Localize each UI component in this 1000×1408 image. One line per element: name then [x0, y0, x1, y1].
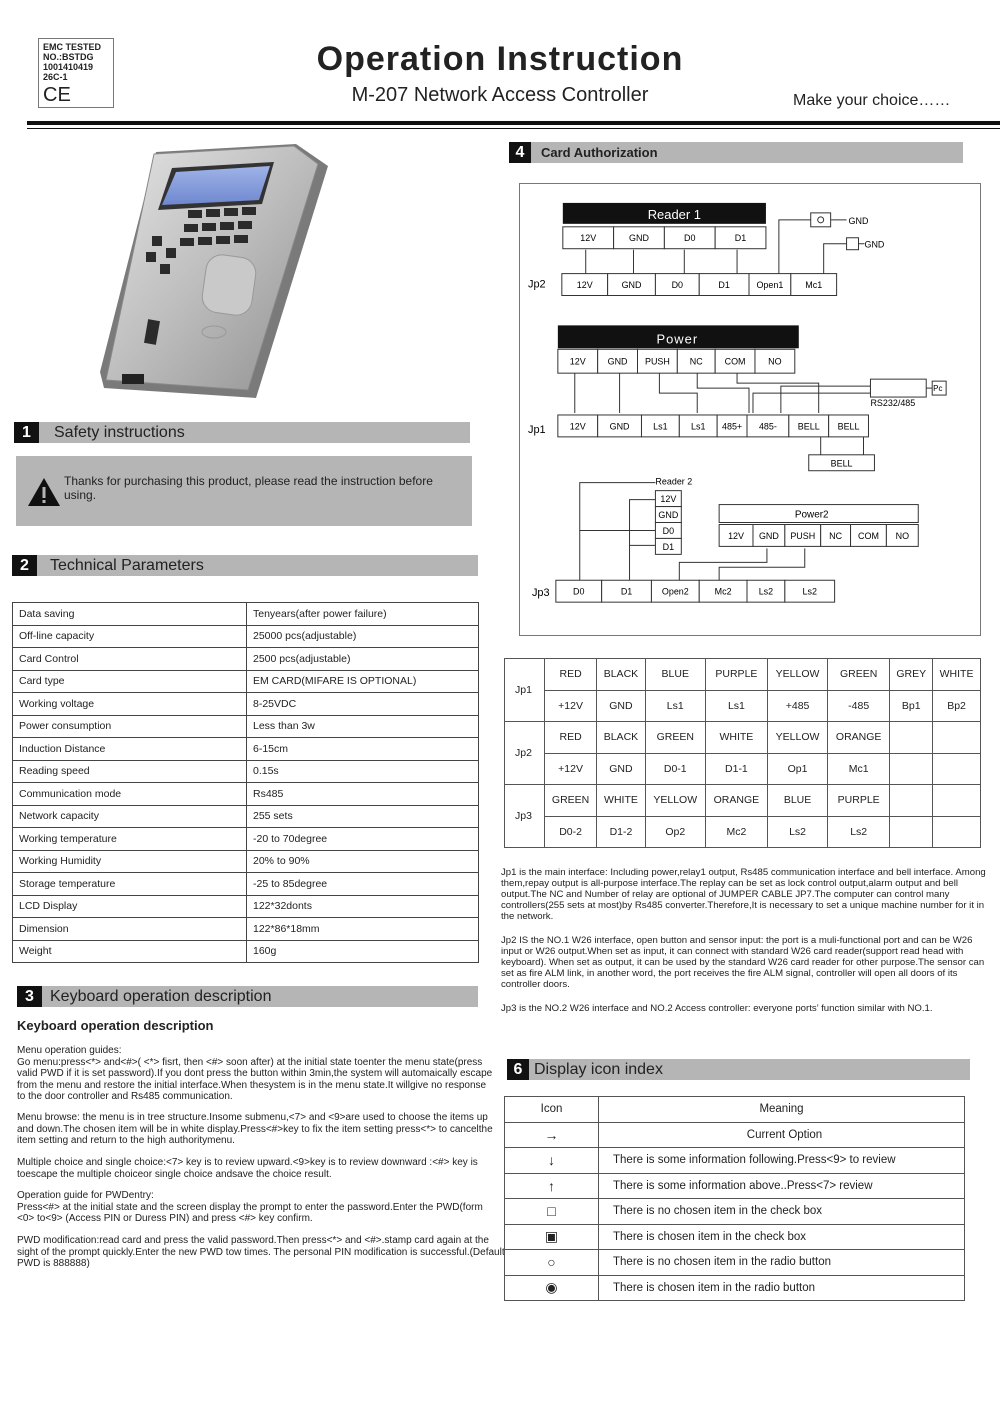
wire-pin: Bp1: [890, 690, 933, 722]
wire-pin: Ls1: [645, 690, 705, 722]
table-row: [505, 753, 981, 785]
param-name: Dimension: [13, 918, 247, 941]
param-value: -25 to 85degree: [247, 873, 479, 896]
wire-pin: GND: [597, 690, 646, 722]
header-icon: Icon: [505, 1097, 599, 1123]
wire-color: BLUE: [645, 659, 705, 691]
param-name: Off-line capacity: [13, 625, 247, 648]
section-header-keyboard: [17, 986, 478, 1007]
wire-color: YELLOW: [768, 659, 828, 691]
pin-label: NC: [829, 530, 843, 541]
pin-label: D1: [662, 541, 675, 552]
table-row: [13, 625, 479, 648]
param-value: 2500 pcs(adjustable): [247, 648, 479, 671]
power-title: Power: [656, 331, 699, 347]
connector-label: Jp2: [505, 722, 545, 785]
param-value: 122*86*18mm: [247, 918, 479, 941]
param-value: 122*32donts: [247, 895, 479, 918]
jp3-label: Jp3: [531, 587, 550, 600]
param-name: Reading speed: [13, 760, 247, 783]
warning-icon: [27, 477, 61, 507]
table-row: [13, 805, 479, 828]
param-name: Working temperature: [13, 828, 247, 851]
wire-pin: [933, 816, 981, 848]
icon-meaning: There is chosen item in the radio button: [599, 1275, 965, 1301]
pin-label: D1: [734, 233, 747, 244]
header-rule: [27, 121, 1000, 125]
wire-color: PURPLE: [705, 659, 767, 691]
wire-color: YELLOW: [768, 722, 828, 754]
pin-label: 12V: [569, 421, 586, 432]
table-header-row: [505, 1097, 965, 1123]
wire-pin: Ls2: [768, 816, 828, 848]
page-title: Operation Instruction: [316, 40, 684, 78]
wire-pin: Ls2: [828, 816, 890, 848]
emc-line: NO.:BSTDG: [43, 52, 94, 62]
param-name: Card type: [13, 670, 247, 693]
checkbox-empty-icon: □: [505, 1199, 599, 1225]
wire-color: BLACK: [597, 659, 646, 691]
table-row: [13, 895, 479, 918]
arrow-up-icon: ↑: [505, 1173, 599, 1199]
wire-pin: [890, 753, 933, 785]
param-name: Working Humidity: [13, 850, 247, 873]
table-row: [13, 850, 479, 873]
wire-pin: Op1: [768, 753, 828, 785]
emc-line: 26C-1: [43, 72, 68, 82]
param-value: 25000 pcs(adjustable): [247, 625, 479, 648]
param-name: Communication mode: [13, 783, 247, 806]
table-row: [505, 1224, 965, 1250]
wire-color: WHITE: [597, 785, 646, 817]
gnd-label: GND: [864, 239, 885, 250]
keyboard-title: Keyboard operation description: [17, 1018, 214, 1033]
table-row: [13, 828, 479, 851]
wire-pin: GND: [597, 753, 646, 785]
table-row: [13, 760, 479, 783]
technical-parameters-table: [12, 602, 479, 963]
wire-color: [933, 722, 981, 754]
pin-label: 12V: [576, 280, 593, 291]
table-row: [505, 659, 981, 691]
pin-label: 12V: [660, 494, 677, 505]
pin-label: GND: [758, 530, 779, 541]
table-row: [505, 722, 981, 754]
wire-pin: Mc2: [705, 816, 767, 848]
param-value: 160g: [247, 940, 479, 963]
pin-label: PUSH: [790, 530, 816, 541]
icon-index-table: [504, 1096, 965, 1301]
param-name: Induction Distance: [13, 738, 247, 761]
table-row: [13, 918, 479, 941]
wire-color: GREY: [890, 659, 933, 691]
wire-pin: Bp2: [933, 690, 981, 722]
section-number: 3: [17, 986, 42, 1007]
pin-label: GND: [629, 233, 649, 244]
param-value: Tenyears(after power failure): [247, 603, 479, 626]
device-image: [96, 140, 336, 402]
pin-label: 485-: [758, 421, 777, 432]
slogan: Make your choice……: [793, 92, 951, 109]
param-value: 6-15cm: [247, 738, 479, 761]
pin-label: BELL: [797, 421, 820, 432]
wire-pin: D1-1: [705, 753, 767, 785]
pin-label: BELL: [837, 421, 860, 432]
wire-pin: [890, 816, 933, 848]
pin-label: Mc2: [714, 586, 732, 597]
pc-label: Pc: [933, 384, 943, 394]
header-meaning: Meaning: [599, 1097, 965, 1123]
section-number: 4: [509, 142, 531, 163]
arrow-right-icon: →: [505, 1122, 599, 1148]
section-header-safety: [14, 422, 470, 443]
pin-label: 485+: [721, 421, 743, 432]
pin-label: 12V: [580, 233, 597, 244]
pin-label: NO: [768, 356, 782, 367]
arrow-down-icon: ↓: [505, 1148, 599, 1174]
keyboard-para-pwd-entry: Operation guide for PWDentry: Press<#> at the initial state and the screen display the prompt to enter the password.Enter the PWD(form <0> to<9> (Access PIN or Duress PIN) and press <#> key confirm.: [17, 1190, 483, 1224]
rs232-label: RS232/485: [870, 398, 916, 409]
pin-label: D1: [620, 586, 633, 597]
icon-meaning: There is no chosen item in the check box: [599, 1199, 965, 1225]
keyboard-para-menu: Menu operation guides: Go menu:press<*> and<#>( <*> fisrt, then <#> soon after) at the initial state toenter the menu state(press valid PWD if it is set password).If you dont press the button within 3min,the system will automaically escape from the menu and restore the initial interface.When thesystem is in the menu state.It willgive no response to the door controller and Rs485 communication.: [17, 1045, 493, 1102]
note-jp3: Jp3 is the NO.2 W26 interface and NO.2 Access controller: everyone ports’ function similar with NO.1.: [501, 1003, 933, 1014]
param-value: 0.15s: [247, 760, 479, 783]
table-row: [505, 1148, 965, 1174]
table-row: [505, 1122, 965, 1148]
param-value: EM CARD(MIFARE IS OPTIONAL): [247, 670, 479, 693]
radio-empty-icon: ○: [505, 1250, 599, 1276]
wire-pin: D1-2: [597, 816, 646, 848]
table-row: [13, 603, 479, 626]
section-header-icon-index: [507, 1059, 970, 1080]
table-row: [13, 738, 479, 761]
jp2-label: Jp2: [527, 278, 546, 291]
emc-line: EMC TESTED: [43, 42, 102, 52]
section-number: 6: [507, 1059, 529, 1080]
param-value: 8-25VDC: [247, 693, 479, 716]
pin-label: NO: [895, 530, 910, 541]
wire-color: ORANGE: [828, 722, 890, 754]
checkbox-checked-icon: ▣: [505, 1224, 599, 1250]
jp1-label: Jp1: [527, 423, 546, 436]
wire-color: RED: [545, 659, 597, 691]
wire-color: ORANGE: [705, 785, 767, 817]
keyboard-para-choice: Multiple choice and single choice:<7> key is to review upward.<9>key is to review downward :<#> key is toescape the multiple choiceor single choice andsave the choice result.: [17, 1157, 478, 1180]
wire-color: [890, 722, 933, 754]
table-row: [13, 670, 479, 693]
pin-label: COM: [858, 530, 879, 541]
connector-label: Jp1: [505, 659, 545, 722]
icon-meaning: There is some information following.Press<9> to review: [599, 1148, 965, 1174]
pin-label: Ls2: [802, 586, 817, 597]
table-row: [505, 785, 981, 817]
table-row: [505, 1275, 965, 1301]
wire-color: GREEN: [828, 659, 890, 691]
pin-label: GND: [621, 280, 642, 291]
table-row: [13, 940, 479, 963]
wire-pin: +12V: [545, 753, 597, 785]
section-number: 2: [12, 555, 37, 576]
section-label: Safety instructions: [54, 424, 185, 441]
param-value: 20% to 90%: [247, 850, 479, 873]
pin-label: Open1: [756, 280, 784, 291]
wire-color-table: [504, 658, 981, 848]
gnd-label: GND: [848, 215, 869, 226]
table-row: [13, 693, 479, 716]
wire-pin: +12V: [545, 690, 597, 722]
wire-pin: +485: [768, 690, 828, 722]
header-rule: [27, 128, 1000, 129]
reader1-title: Reader 1: [647, 206, 701, 222]
table-row: [505, 1250, 965, 1276]
section-header-technical: [12, 555, 478, 576]
param-value: 255 sets: [247, 805, 479, 828]
param-value: Less than 3w: [247, 715, 479, 738]
param-name: Data saving: [13, 603, 247, 626]
pin-label: NC: [689, 356, 703, 367]
wire-color: BLACK: [597, 722, 646, 754]
pin-label: Ls1: [653, 421, 668, 432]
wire-pin: D0-2: [545, 816, 597, 848]
param-value: -20 to 70degree: [247, 828, 479, 851]
pin-label: GND: [607, 356, 628, 367]
table-row: [505, 690, 981, 722]
param-name: Storage temperature: [13, 873, 247, 896]
radio-checked-icon: ◉: [505, 1275, 599, 1301]
section-number: 1: [14, 422, 39, 443]
section-label: Keyboard operation description: [50, 988, 272, 1005]
section-label: Card Authorization: [541, 145, 658, 160]
section-label: Technical Parameters: [50, 557, 204, 574]
param-name: LCD Display: [13, 895, 247, 918]
connector-label: Jp3: [505, 785, 545, 848]
table-row: [505, 1199, 965, 1225]
wire-color: RED: [545, 722, 597, 754]
pin-label: GND: [609, 421, 630, 432]
pin-label: D0: [671, 280, 684, 291]
wire-color: YELLOW: [645, 785, 705, 817]
pin-label: D0: [684, 233, 696, 244]
param-name: Working voltage: [13, 693, 247, 716]
wire-pin: Mc1: [828, 753, 890, 785]
page-subtitle: M-207 Network Access Controller: [351, 84, 649, 106]
icon-meaning: There is chosen item in the check box: [599, 1224, 965, 1250]
wire-pin: Op2: [645, 816, 705, 848]
wire-color: BLUE: [768, 785, 828, 817]
pin-label: Ls1: [691, 421, 706, 432]
safety-text: Thanks for purchasing this product, please read the instruction before using.: [64, 474, 433, 502]
pin-label: Open2: [661, 586, 689, 597]
pin-label: 12V: [728, 530, 745, 541]
wire-color: [890, 785, 933, 817]
ce-mark: CE: [43, 84, 71, 106]
pin-label: COM: [724, 356, 746, 367]
bell-label: BELL: [830, 458, 853, 469]
section-label: Display icon index: [534, 1061, 663, 1078]
pin-label: 12V: [569, 356, 586, 367]
wire-color: GREEN: [545, 785, 597, 817]
wire-pin: -485: [828, 690, 890, 722]
icon-meaning: There is some information above..Press<7> review: [599, 1173, 965, 1199]
pin-label: Ls2: [758, 586, 774, 597]
wiring-diagram: [519, 183, 981, 636]
wire-color: WHITE: [933, 659, 981, 691]
pin-label: D0: [573, 586, 585, 597]
param-name: Card Control: [13, 648, 247, 671]
note-jp1: Jp1 is the main interface: Including power,relay1 output, Rs485 communication interface and bell interface. Among them,repay output is all-purpose interface.The replay can be set as lock control output,alarm output and bell output.The NC and Number of relay are optional of JUMPER CABLE JP7.The computer can control many controllers(255 sets at most)by Rs485 converter.Therefore,It is necessary to set a unique machine number for it in the network.: [501, 867, 986, 922]
table-row: [13, 715, 479, 738]
note-jp2: Jp2 IS the NO.1 W26 interface, open button and sensor input: the port is a muli-functional port and can be W26 input or W26 output.When set as input, it can connect with standard W26 card reader(support read head with keyboard). When set as output, it can be used by the standard W26 card reader for other purpose.The sensor can set as fire ALM link, in another word, the port receives the fire ALM signal, controller will open all doors of its controller doors.: [501, 935, 985, 990]
keyboard-para-pwd-modify: PWD modification:read card and press the valid password.Then press<*> and <#>.stamp card again at the sight of the prompt quickly.Enter the new PWD tow times. The personal PIN modification is successful.(Default PWD is 888888): [17, 1235, 505, 1269]
wire-color: PURPLE: [828, 785, 890, 817]
table-row: [13, 648, 479, 671]
emc-line: 1001410419: [43, 62, 94, 72]
wire-color: [933, 785, 981, 817]
wire-color: GREEN: [645, 722, 705, 754]
pin-label: GND: [658, 510, 679, 521]
table-row: [13, 783, 479, 806]
table-row: [505, 1173, 965, 1199]
param-name: Power consumption: [13, 715, 247, 738]
table-row: [505, 816, 981, 848]
pin-label: Mc1: [805, 280, 823, 291]
pin-label: D1: [718, 280, 730, 291]
section-header-card-auth: [509, 142, 963, 163]
param-name: Network capacity: [13, 805, 247, 828]
wire-color: WHITE: [705, 722, 767, 754]
icon-meaning: Current Option: [599, 1122, 965, 1148]
table-row: [13, 873, 479, 896]
reader2-title: Reader 2: [655, 476, 693, 487]
power2-title: Power2: [794, 509, 829, 521]
pin-label: D0: [662, 525, 675, 536]
keyboard-para-browse: Menu browse: the menu is in tree structure.Insome submenu,<7> and <9>are used to choose the items up and down.The chosen item will be in white display.Press<#>key to fix the item setting press<*> to cancelthe item setting and return to the high authoritymenu.: [17, 1112, 493, 1146]
wire-pin: D0-1: [645, 753, 705, 785]
pin-label: PUSH: [644, 356, 670, 367]
param-value: Rs485: [247, 783, 479, 806]
icon-meaning: There is no chosen item in the radio button: [599, 1250, 965, 1276]
wire-pin: Ls1: [705, 690, 767, 722]
param-name: Weight: [13, 940, 247, 963]
wire-pin: [933, 753, 981, 785]
